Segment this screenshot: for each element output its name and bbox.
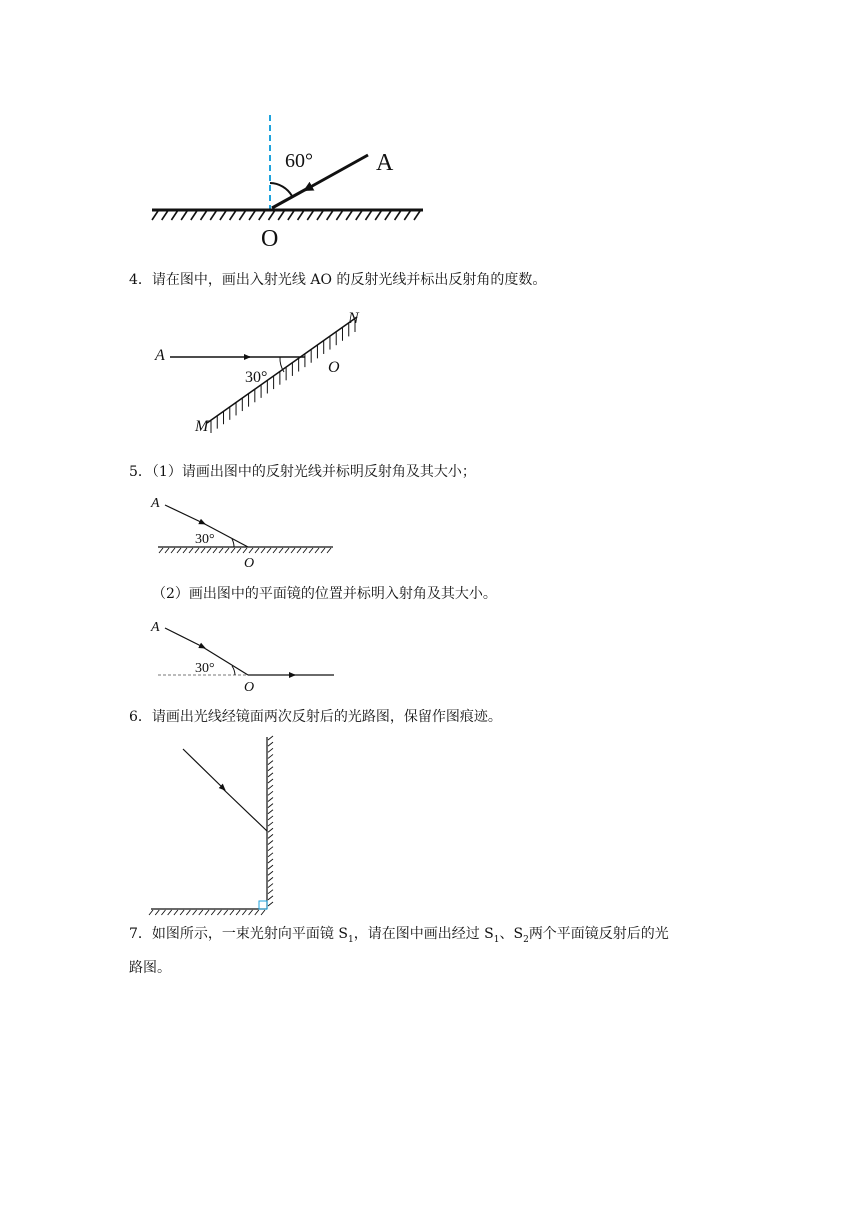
- hatch-mark: [267, 548, 271, 553]
- label-o: O: [244, 680, 255, 695]
- hatch-mark: [268, 847, 273, 851]
- hatch-mark: [268, 896, 273, 900]
- hatch-mark: [162, 211, 168, 220]
- hatch-mark: [261, 548, 265, 553]
- right-angle-marker: [259, 901, 267, 909]
- question-5: [129, 462, 476, 482]
- hatch-mark: [268, 884, 273, 888]
- figure-3: [145, 490, 345, 570]
- label-n: N: [348, 310, 359, 327]
- hatch-mark: [279, 548, 283, 553]
- hatch-mark: [414, 211, 420, 220]
- label-a: A: [155, 347, 165, 364]
- mirror-hatching: [159, 548, 331, 553]
- hatch-mark: [239, 211, 245, 220]
- hatch-mark: [336, 211, 342, 220]
- hatch-mark: [307, 211, 313, 220]
- hatch-mark: [298, 211, 304, 220]
- angle-arc: [270, 183, 292, 196]
- hatch-mark: [255, 548, 259, 553]
- hatch-mark: [219, 548, 223, 553]
- hatch-mark: [327, 211, 333, 220]
- hatch-mark: [201, 548, 205, 553]
- hatch-mark: [278, 211, 284, 220]
- hatch-mark: [268, 736, 273, 740]
- mirror-hatching: [211, 319, 355, 433]
- hatch-mark: [297, 548, 301, 553]
- hatch-mark: [268, 871, 273, 875]
- question-7-line-2: 路图。: [129, 960, 171, 976]
- hatch-mark: [168, 910, 172, 915]
- hatch-mark: [268, 902, 273, 906]
- hatch-mark: [268, 761, 273, 765]
- hatch-mark: [152, 211, 158, 220]
- question-6: [129, 707, 502, 727]
- vertical-mirror-hatching: [268, 736, 273, 906]
- hatch-mark: [211, 910, 215, 915]
- hatch-mark: [268, 890, 273, 894]
- hatch-mark: [268, 816, 273, 820]
- hatch-mark: [268, 779, 273, 783]
- hatch-mark: [207, 548, 211, 553]
- hatch-mark: [249, 910, 253, 915]
- hatch-mark: [191, 211, 197, 220]
- hatch-mark: [195, 548, 199, 553]
- figure-4: [145, 615, 345, 695]
- hatch-mark: [220, 211, 226, 220]
- hatch-mark: [268, 810, 273, 814]
- hatch-mark: [210, 211, 216, 220]
- question-4: [129, 270, 546, 290]
- label-o: O: [328, 359, 340, 376]
- hatch-mark: [230, 910, 234, 915]
- hatch-mark: [288, 211, 294, 220]
- question-number: 4．: [129, 272, 152, 288]
- question-text: （1）请画出图中的反射光线并标明反射角及其大小；: [151, 464, 476, 480]
- hatch-mark: [268, 754, 273, 758]
- mirror-hatching: [152, 211, 420, 220]
- hatch-mark: [181, 211, 187, 220]
- hatch-mark: [213, 548, 217, 553]
- question-5-part-2: [152, 584, 497, 604]
- hatch-mark: [174, 910, 178, 915]
- hatch-mark: [273, 548, 277, 553]
- hatch-mark: [285, 548, 289, 553]
- label-a: A: [151, 496, 160, 511]
- question-number: 5．: [129, 464, 152, 480]
- hatch-mark: [268, 748, 273, 752]
- hatch-mark: [183, 548, 187, 553]
- hatch-mark: [259, 211, 265, 220]
- hatch-mark: [268, 834, 273, 838]
- hatch-mark: [317, 211, 323, 220]
- figure-2: [145, 300, 385, 445]
- hatch-mark: [261, 910, 265, 915]
- hatch-mark: [199, 910, 203, 915]
- incident-ray: [165, 505, 205, 524]
- incident-ray: [305, 155, 368, 190]
- hatch-mark: [346, 211, 352, 220]
- hatch-mark: [268, 853, 273, 857]
- hatch-mark: [230, 211, 236, 220]
- hatch-mark: [268, 822, 273, 826]
- angle-label: 30°: [195, 532, 215, 547]
- hatch-mark: [177, 548, 181, 553]
- figure-1: [140, 110, 440, 255]
- hatch-mark: [149, 910, 153, 915]
- hatch-mark: [225, 548, 229, 553]
- hatch-mark: [161, 910, 165, 915]
- label-a: A: [151, 620, 160, 635]
- question-text: 请画出光线经镜面两次反射后的光路图，保留作图痕迹。: [151, 709, 502, 725]
- angle-label: 60°: [285, 150, 313, 172]
- question-text: （2）画出图中的平面镜的位置并标明入射角及其大小。: [152, 586, 497, 602]
- hatch-mark: [385, 211, 391, 220]
- hatch-mark: [291, 548, 295, 553]
- hatch-mark: [321, 548, 325, 553]
- hatch-mark: [255, 910, 259, 915]
- hatch-mark: [268, 742, 273, 746]
- hatch-mark: [268, 859, 273, 863]
- question-7: 7．如图所示，一束光射向平面镜 $S_1$，请在图中画出经过 $S_1$、$S_2$两个平面镜反射后的光: [129, 926, 669, 945]
- question-number: 6．: [129, 709, 152, 725]
- angle-label: 30°: [245, 369, 268, 386]
- hatch-mark: [268, 828, 273, 832]
- hatch-mark: [171, 211, 177, 220]
- hatch-mark: [189, 548, 193, 553]
- hatch-mark: [268, 804, 273, 808]
- hatch-mark: [193, 910, 197, 915]
- hatch-mark: [205, 910, 209, 915]
- question-text: 请在图中，画出入射光线 AO 的反射光线并标出反射角的度数。: [151, 272, 547, 288]
- figure-5: [145, 732, 285, 917]
- incident-ray: [183, 749, 225, 790]
- hatch-mark: [165, 548, 169, 553]
- hatch-mark: [231, 548, 235, 553]
- incident-ray: [165, 628, 205, 648]
- hatch-mark: [268, 785, 273, 789]
- hatch-mark: [268, 791, 273, 795]
- label-m: M: [195, 418, 209, 435]
- hatch-mark: [268, 797, 273, 801]
- hatch-mark: [327, 548, 331, 553]
- hatch-mark: [249, 548, 253, 553]
- hatch-mark: [159, 548, 163, 553]
- hatch-mark: [242, 910, 246, 915]
- hatch-mark: [268, 877, 273, 881]
- hatch-mark: [375, 211, 381, 220]
- hatch-mark: [268, 767, 273, 771]
- hatch-mark: [155, 910, 159, 915]
- hatch-mark: [315, 548, 319, 553]
- hatch-mark: [356, 211, 362, 220]
- hatch-mark: [395, 211, 401, 220]
- hatch-mark: [180, 910, 184, 915]
- hatch-mark: [224, 910, 228, 915]
- hatch-mark: [249, 211, 255, 220]
- horizontal-mirror-hatching: [149, 910, 265, 915]
- hatch-mark: [309, 548, 313, 553]
- hatch-mark: [404, 211, 410, 220]
- hatch-mark: [268, 773, 273, 777]
- hatch-mark: [268, 865, 273, 869]
- hatch-mark: [243, 548, 247, 553]
- hatch-mark: [365, 211, 371, 220]
- point-label-o: O: [261, 226, 279, 252]
- ray-label-a: A: [376, 150, 394, 176]
- hatch-mark: [201, 211, 207, 220]
- hatch-mark: [217, 910, 221, 915]
- hatch-mark: [268, 841, 273, 845]
- hatch-mark: [171, 548, 175, 553]
- label-o: O: [244, 556, 255, 571]
- hatch-mark: [186, 910, 190, 915]
- question-number: 7．: [129, 926, 152, 942]
- hatch-mark: [237, 548, 241, 553]
- hatch-mark: [268, 211, 274, 220]
- angle-arc: [232, 539, 234, 547]
- hatch-mark: [236, 910, 240, 915]
- hatch-mark: [303, 548, 307, 553]
- angle-label: 30°: [195, 661, 215, 676]
